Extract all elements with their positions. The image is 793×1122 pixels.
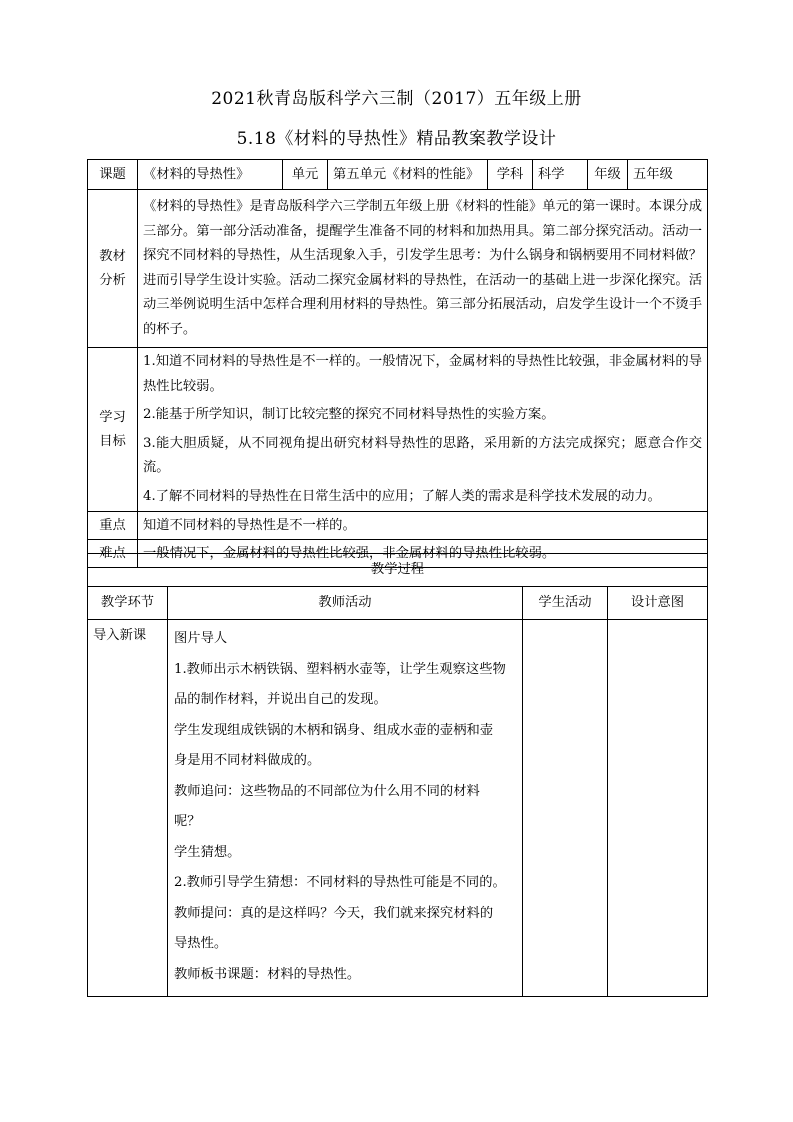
column-header-stage: 教学环节 <box>88 587 168 620</box>
design-intent-cell <box>608 620 708 997</box>
column-header-intent: 设计意图 <box>608 587 708 620</box>
analysis-label: 教材 分析 <box>88 190 138 348</box>
topic-label: 课题 <box>88 160 138 190</box>
objective-item: 1.知道不同材料的导热性是不一样的。一般情况下，金属材料的导热性比较强，非金属材料的导热性比较弱。 <box>143 354 702 394</box>
subject-value: 科学 <box>533 160 588 190</box>
student-activity-cell <box>523 620 608 997</box>
lesson-meta-row <box>88 160 708 190</box>
grade-value: 五年级 <box>628 160 708 190</box>
teacher-line: 身是用不同材料做成的。 <box>174 753 321 768</box>
difficulty-label: 难点 <box>88 540 138 568</box>
unit-value: 第五单元《材料的性能》 <box>328 160 488 190</box>
subject-label: 学科 <box>488 160 533 190</box>
process-row <box>88 620 708 997</box>
column-header-student: 学生活动 <box>523 587 608 620</box>
teacher-line: 导热性。 <box>174 936 228 951</box>
document-subtitle: 5.18《材料的导热性》精品教案教学设计 <box>236 129 557 149</box>
analysis-text: 《材料的导热性》是青岛版科学六三学制五年级上册《材料的性能》单元的第一课时。本课分成三部分。第一部分活动准备，提醒学生准备不同的材料和加热用具。第二部分探究活动。活动一探究不同材料的导热性，从生活现象入手，引发学生思考：为什么锅身和锅柄要用不同材料做？进而引导学生设计实验。活动二探究金属材料的导热性，在活动一的基础上进一步深化探究。活动三举例说明生活中怎样合理利用材料的导热性。第三部分拓展活动，启发学生设计一个不烫手的杯子。 <box>138 190 708 348</box>
teacher-line: 品的制作材料，并说出自己的发现。 <box>174 692 387 707</box>
process-heading: 教学过程 <box>88 554 708 587</box>
grade-label: 年级 <box>588 160 628 190</box>
teacher-line: 教师板书课题：材料的导热性。 <box>174 966 361 982</box>
key-point-text: 知道不同材料的导热性是不一样的。 <box>138 512 708 540</box>
lesson-info-table <box>87 159 708 568</box>
key-point-row <box>88 512 708 540</box>
process-heading-row <box>88 554 708 587</box>
objectives-row <box>88 348 708 512</box>
objective-item: 4.了解不同材料的导热性在日常生活中的应用；了解人类的需求是科学技术发展的动力。 <box>143 488 661 504</box>
objectives-list <box>138 348 708 512</box>
teacher-line: 教师追问：这些物品的不同部位为什么用不同的材料 <box>174 783 480 799</box>
teacher-line: 呢？ <box>174 814 201 829</box>
teaching-process-table <box>87 553 708 997</box>
key-point-label: 重点 <box>88 512 138 540</box>
teacher-activity-cell <box>168 620 523 997</box>
objectives-label: 学习 目标 <box>88 348 138 512</box>
teacher-line: 学生发现组成铁锅的木柄和锅身、组成水壶的壶柄和壶 <box>174 722 494 738</box>
column-header-teacher: 教师活动 <box>168 587 523 620</box>
teacher-line: 2.教师引导学生猜想：不同材料的导热性可能是不同的。 <box>174 875 506 890</box>
unit-label: 单元 <box>283 160 328 190</box>
topic-value: 《材料的导热性》 <box>138 160 283 190</box>
teacher-line: 图片导人 <box>174 631 228 646</box>
difficulty-text: 一般情况下，金属材料的导热性比较强，非金属材料的导热性比较弱。 <box>138 540 708 568</box>
analysis-row <box>88 190 708 348</box>
objective-item: 3.能大胆质疑，从不同视角提出研究材料导热性的思路，采用新的方法完成探究；愿意合作交流。 <box>143 435 702 475</box>
teacher-line: 教师提问：真的是这样吗？今天，我们就来探究材料的 <box>174 905 494 921</box>
document-title: 2021秋青岛版科学六三制（2017）五年级上册 <box>211 89 582 109</box>
teacher-line: 1.教师出示木柄铁锅、塑料柄水壶等，让学生观察这些物 <box>174 661 506 677</box>
stage-cell: 导入新课 <box>88 620 168 997</box>
process-header-row <box>88 587 708 620</box>
teacher-line: 学生猜想。 <box>174 844 241 860</box>
objective-item: 2.能基于所学知识，制订比较完整的探究不同材料导热性的实验方案。 <box>143 407 555 422</box>
